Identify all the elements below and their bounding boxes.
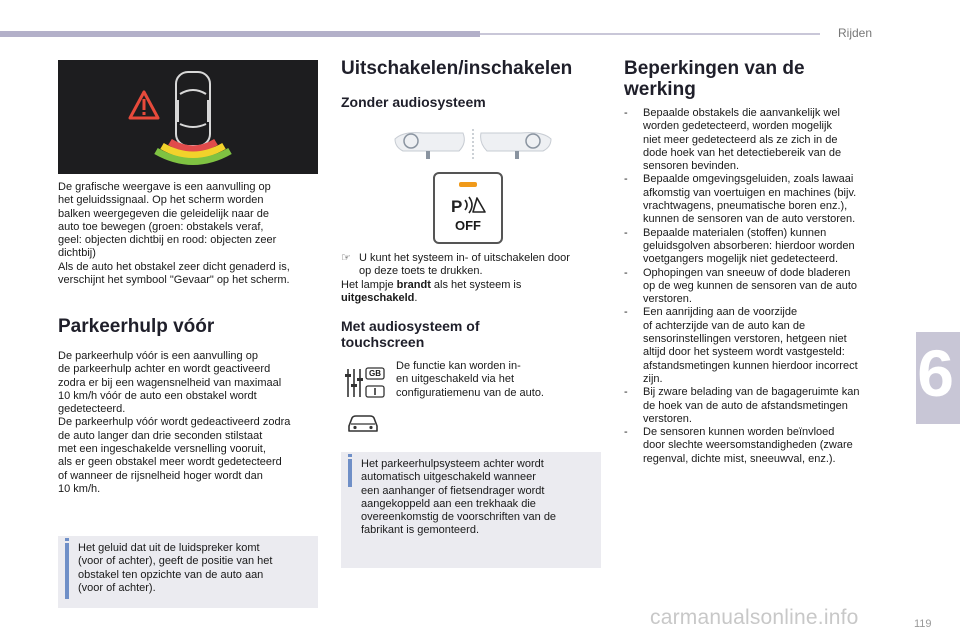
audio-paragraph bbox=[396, 360, 596, 400]
note-line: (voor of achter). bbox=[78, 581, 156, 594]
note-line: obstakel ten opzichte van de auto aan bbox=[78, 568, 264, 581]
list-line: - Bepaalde omgevingsgeluiden, zoals lawaai bbox=[643, 173, 854, 186]
limitations-heading bbox=[624, 58, 805, 100]
body-line: als er geen obstakel meer wordt gedetecteerd bbox=[58, 456, 282, 469]
note-line: Het parkeerhulpsysteem achter wordt bbox=[361, 458, 544, 470]
body-line: De parkeerhulp vóór is een aanvulling op bbox=[58, 350, 258, 362]
lamp-text: . bbox=[414, 291, 418, 304]
intro-line: het geluidssignaal. Op het scherm worden bbox=[58, 194, 264, 207]
car-settings-icon bbox=[346, 412, 380, 434]
off-label: OFF bbox=[455, 218, 481, 233]
limitations-list bbox=[624, 107, 894, 466]
note-line: Het geluid dat uit de luidspreker komt bbox=[78, 542, 260, 554]
list-line: kunnen de sensoren van de auto verstoren. bbox=[643, 213, 856, 226]
intro-line: verschijnt het symbool "Gevaar" op het scherm. bbox=[58, 274, 290, 287]
header-divider bbox=[480, 33, 820, 35]
lamp-line bbox=[341, 279, 603, 292]
list-line: afkomstig van voertuigen en machines (bijv. bbox=[643, 186, 857, 199]
body-line: De parkeerhulp vóór wordt gedeactiveerd zodra bbox=[58, 416, 291, 429]
list-line: dode hoek van het detectiebereik van de bbox=[643, 146, 842, 159]
list-line: voetgangers mogelijk niet gedetecteerd. bbox=[643, 253, 839, 266]
list-line: - Een aanrijding aan de voorzijde bbox=[643, 306, 798, 319]
chapter-number: 6 bbox=[917, 336, 954, 410]
front-parking-heading: Parkeerhulp vóór bbox=[58, 316, 215, 337]
info-note-trailer bbox=[341, 452, 601, 568]
header-accent-bar bbox=[0, 31, 480, 37]
intro-line: dichtbij) bbox=[58, 247, 96, 260]
list-line: altijd door het systeem wordt vastgesteld: bbox=[643, 346, 845, 359]
lamp-bold: uitgeschakeld bbox=[341, 291, 415, 304]
audio-subheading bbox=[341, 318, 479, 350]
list-line: worden gedetecteerd, worden mogelijk bbox=[643, 120, 832, 133]
pointer-icon: ☞ bbox=[341, 252, 351, 264]
lamp-text: Het lampje bbox=[341, 278, 397, 291]
body-line: zodra er bij een wagensnelheid van maximaal bbox=[58, 376, 282, 389]
audio-subheading-line: Met audiosysteem of bbox=[341, 318, 480, 334]
list-line: - Bepaalde materialen (stoffen) kunnen bbox=[643, 226, 827, 239]
audio-line: De functie kan worden in- bbox=[396, 360, 521, 372]
audio-line: configuratiemenu van de auto. bbox=[396, 386, 544, 399]
body-line: 10 km/h vóór de auto een obstakel wordt bbox=[58, 389, 257, 402]
list-line: - Ophopingen van sneeuw of dode bladeren bbox=[643, 266, 851, 279]
intro-line: geel: objecten dichtbij en rood: objecten zeer bbox=[58, 234, 277, 247]
front-parking-paragraph bbox=[58, 350, 320, 496]
body-line: de auto langer dan drie seconden stilstaat bbox=[58, 429, 263, 442]
list-item bbox=[624, 173, 894, 226]
list-line: - De sensoren kunnen worden beïnvloed bbox=[643, 426, 835, 439]
list-line: sensorinstellingen verstoren, hetgeen niet bbox=[643, 333, 847, 346]
no-audio-subheading: Zonder audiosysteem bbox=[341, 94, 486, 110]
info-icon-dot bbox=[65, 538, 69, 541]
note-text bbox=[78, 542, 310, 595]
lamp-text: als het systeem is bbox=[430, 278, 522, 291]
lamp-bold: brandt bbox=[396, 278, 431, 291]
body-line: de parkeerhulp achter en wordt geactiveerd bbox=[58, 363, 271, 376]
list-line: verstoren. bbox=[643, 412, 692, 425]
note-line: (voor of achter), geeft de positie van het bbox=[78, 555, 273, 568]
limitations-heading-line: werking bbox=[624, 79, 696, 100]
list-line: - Bij zware belading van de bagageruimte kan bbox=[643, 386, 860, 399]
list-line: verstoren. bbox=[643, 293, 692, 306]
note-line: overeenkomstig de voorschriften van de bbox=[361, 511, 557, 524]
note-line: een aanhanger of fietsendrager wordt bbox=[361, 484, 545, 497]
audio-line: en uitgeschakeld via het bbox=[396, 373, 515, 386]
parking-display-illustration bbox=[58, 60, 318, 174]
park-assist-off-button[interactable] bbox=[433, 172, 503, 244]
instruction-line bbox=[341, 252, 603, 265]
list-line: op de weg kunnen de sensoren van de auto bbox=[643, 279, 858, 292]
list-line: zijn. bbox=[643, 372, 663, 385]
instruction-line: op deze toets te drukken. bbox=[359, 265, 483, 278]
list-line: afstandsmetingen kunnen hierdoor incorrect bbox=[643, 359, 858, 372]
limitations-heading-line: Beperkingen van de bbox=[624, 58, 805, 79]
intro-line: Als de auto het obstakel zeer dicht genaderd is, bbox=[58, 260, 290, 273]
intro-paragraph bbox=[58, 181, 320, 287]
watermark: carmanualsonline.info bbox=[650, 606, 859, 629]
list-item bbox=[624, 386, 894, 426]
note-text bbox=[361, 458, 593, 538]
no-audio-paragraph bbox=[341, 252, 603, 305]
list-item bbox=[624, 426, 894, 466]
parking-sensor-graphic bbox=[58, 60, 318, 174]
info-note-speaker bbox=[58, 536, 318, 608]
body-line: of wanneer de rijsnelheid hoger wordt dan bbox=[58, 469, 263, 482]
list-line: de hoek van de auto de afstandsmetingen bbox=[643, 399, 848, 412]
body-line: gedetecteerd. bbox=[58, 403, 126, 416]
dashboard-illustration bbox=[393, 125, 553, 165]
car-top-view-icon bbox=[176, 72, 210, 146]
dashboard-graphic bbox=[393, 125, 553, 165]
page-number: 119 bbox=[914, 618, 932, 630]
list-line: door slechte weersomstandigheden (zware bbox=[643, 439, 853, 452]
svg-text:P: P bbox=[451, 197, 463, 216]
section-label: Rijden bbox=[838, 26, 873, 40]
info-icon-dot bbox=[348, 454, 352, 457]
info-icon bbox=[348, 459, 352, 487]
list-line: niet meer gedetecteerd als ze zich in de bbox=[643, 133, 838, 146]
list-line: of achterzijde van de auto kan de bbox=[643, 319, 806, 332]
note-line: fabrikant is gemonteerd. bbox=[361, 524, 480, 537]
list-line: geluidsgolven absorberen: hierdoor worden bbox=[643, 239, 855, 252]
note-line: automatisch uitgeschakeld wanneer bbox=[361, 471, 536, 484]
list-item bbox=[624, 267, 894, 307]
toggle-heading: Uitschakelen/inschakelen bbox=[341, 58, 573, 79]
lamp-line bbox=[341, 292, 603, 305]
body-line: met een ingeschakelde versnelling vooruit, bbox=[58, 443, 266, 456]
body-line: 10 km/h. bbox=[58, 482, 101, 495]
info-icon bbox=[65, 543, 69, 599]
intro-line: De grafische weergave is een aanvulling op bbox=[58, 181, 271, 193]
list-line: vrachtwagens, pneumatische boren enz.), bbox=[643, 200, 848, 213]
indicator-lamp bbox=[459, 182, 477, 187]
list-line: sensoren bevinden. bbox=[643, 160, 740, 173]
list-item bbox=[624, 227, 894, 267]
audio-subheading-line: touchscreen bbox=[341, 334, 425, 350]
list-item bbox=[624, 306, 894, 386]
list-line: regenval, dichte mist, sneeuwval, enz.). bbox=[643, 452, 836, 465]
parking-sensor-icon bbox=[447, 194, 489, 216]
note-line: aangekoppeld aan een trekhaak die bbox=[361, 497, 536, 510]
intro-line: balken weergegeven die geleidelijk naar de bbox=[58, 207, 269, 220]
sensor-bar-red bbox=[170, 142, 216, 149]
list-line: - Bepaalde obstakels die aanvankelijk wel bbox=[643, 107, 840, 119]
instruction-text: U kunt het systeem in- of uitschakelen door bbox=[359, 252, 570, 264]
list-item bbox=[624, 107, 894, 173]
intro-line: auto toe bewegen (groen: obstakels veraf, bbox=[58, 220, 264, 233]
settings-gb-icon bbox=[344, 366, 386, 400]
gb-label: GB bbox=[369, 369, 381, 378]
